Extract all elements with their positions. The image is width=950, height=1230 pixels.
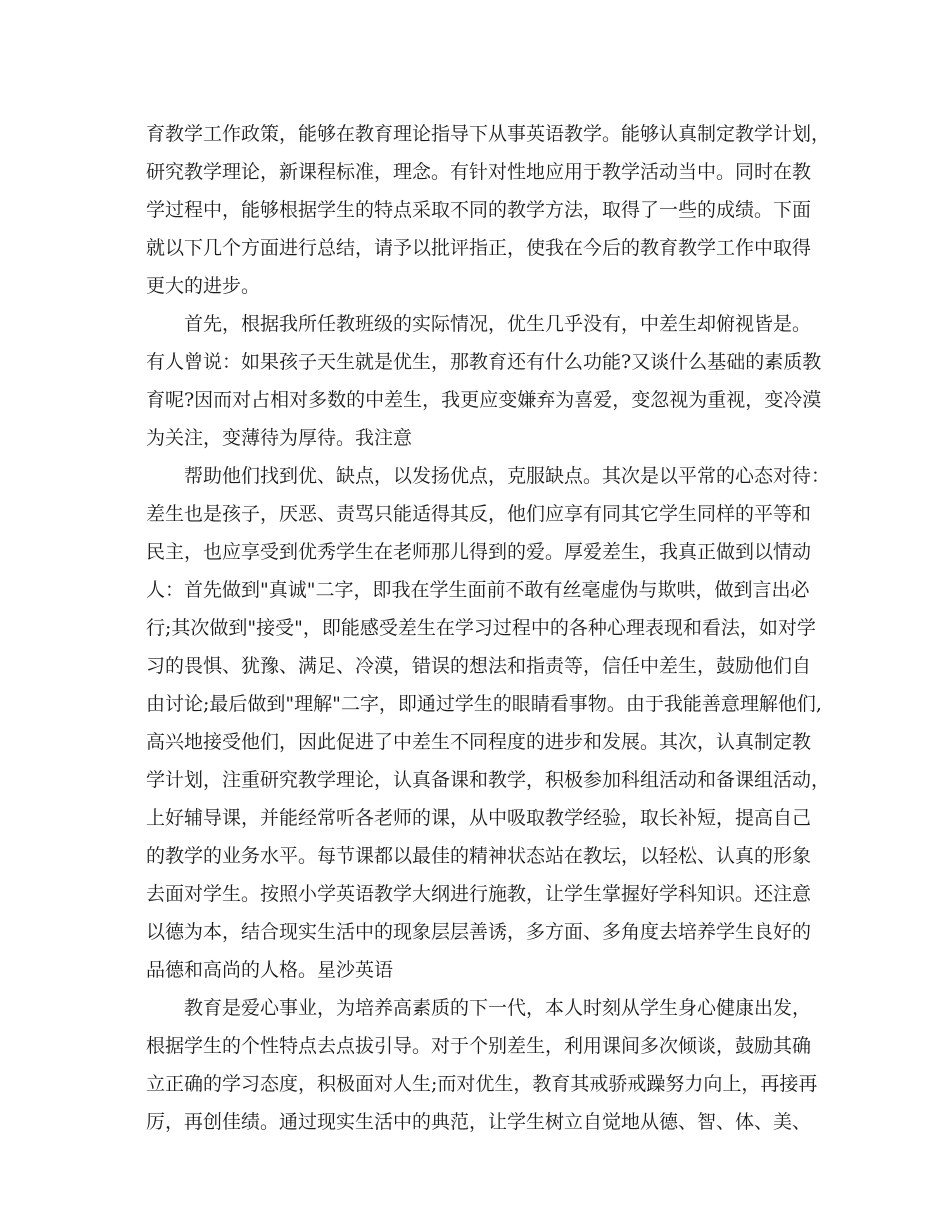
text-line: 教育是爱心事业，为培养高素质的下一代，本人时刻从学生身心健康出发， [146, 997, 812, 1019]
text-line: 育呢?因而对占相对多数的中差生，我更应变嫌弃为喜爱，变忽视为重视，变冷漠 [146, 389, 822, 411]
text-line: 帮助他们找到优、缺点，以发扬优点，克服缺点。其次是以平常的心态对待： [146, 465, 831, 487]
text-line: 有人曾说：如果孩子天生就是优生，那教育还有什么功能?又谈什么基础的素质教 [146, 351, 822, 373]
text-line: 以德为本，结合现实生活中的现象层层善诱，多方面、多角度去培养学生良好的 [146, 921, 812, 943]
text-line: 为关注，变薄待为厚待。我注意 [146, 427, 413, 449]
text-line: 习的畏惧、犹豫、满足、冷漠，错误的想法和指责等，信任中差生，鼓励他们自 [146, 655, 812, 677]
text-line: 就以下几个方面进行总结，请予以批评指正，使我在今后的教育教学工作中取得 [146, 237, 812, 259]
text-line: 育教学工作政策，能够在教育理论指导下从事英语教学。能够认真制定教学计划， [146, 123, 831, 145]
text-line: 品德和高尚的人格。星沙英语 [146, 959, 394, 981]
text-line: 更大的进步。 [146, 275, 261, 297]
text-line: 上好辅导课，并能经常听各老师的课，从中吸取教学经验，取长补短，提高自己 [146, 807, 812, 829]
body-text [146, 115, 836, 1141]
text-line: 由讨论;最后做到"理解"二字，即通过学生的眼睛看事物。由于我能善意理解他们, [146, 693, 822, 715]
text-line: 研究教学理论，新课程标准，理念。有针对性地应用于教学活动当中。同时在教 [146, 161, 812, 183]
text-line: 行;其次做到"接受"，即能感受差生在学习过程中的各种心理表现和看法，如对学 [146, 617, 816, 639]
text-line: 的教学的业务水平。每节课都以最佳的精神状态站在教坛，以轻松、认真的形象 [146, 845, 812, 867]
text-line: 去面对学生。按照小学英语教学大纲进行施教，让学生掌握好学科知识。还注意 [146, 883, 812, 905]
text-line: 厉，再创佳绩。通过现实生活中的典范，让学生树立自觉地从德、智、体、美、 [146, 1111, 812, 1133]
text-line: 差生也是孩子，厌恶、责骂只能适得其反，他们应享有同其它学生同样的平等和 [146, 503, 812, 525]
text-line: 高兴地接受他们，因此促进了中差生不同程度的进步和发展。其次，认真制定教 [146, 731, 812, 753]
text-line: 民主，也应享受到优秀学生在老师那儿得到的爱。厚爱差生，我真正做到以情动 [146, 541, 812, 563]
text-line: 人：首先做到"真诚"二字，即我在学生面前不敢有丝毫虚伪与欺哄，做到言出必 [146, 579, 810, 601]
text-line: 学计划，注重研究教学理论，认真备课和教学，积极参加科组活动和备课组活动， [146, 769, 831, 791]
text-line: 立正确的学习态度，积极面对人生;而对优生，教育其戒骄戒躁努力向上，再接再 [146, 1073, 818, 1095]
text-line: 根据学生的个性特点去点拔引导。对于个别差生，利用课间多次倾谈，鼓励其确 [146, 1035, 812, 1057]
text-line: 学过程中，能够根据学生的特点采取不同的教学方法，取得了一些的成绩。下面 [146, 199, 812, 221]
text-line: 首先，根据我所任教班级的实际情况，优生几乎没有，中差生却俯视皆是。 [146, 313, 812, 335]
